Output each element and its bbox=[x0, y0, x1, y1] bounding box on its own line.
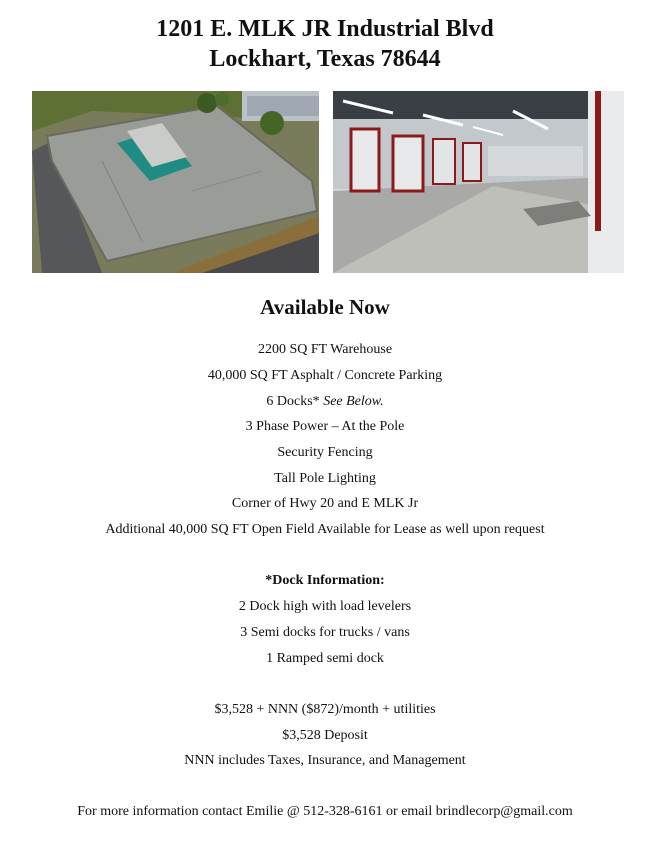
address-line-1: 1201 E. MLK JR Industrial Blvd bbox=[156, 16, 494, 42]
feature-parking: 40,000 SQ FT Asphalt / Concrete Parking bbox=[207, 368, 443, 383]
feature-lighting: Tall Pole Lighting bbox=[274, 471, 376, 486]
feature-open-field: Additional 40,000 SQ FT Open Field Available for Lease as well upon request bbox=[105, 522, 545, 537]
feature-docks bbox=[0, 393, 650, 411]
address-line-2: Lockhart, Texas 78644 bbox=[209, 46, 441, 72]
feature-power: 3 Phase Power – At the Pole bbox=[245, 419, 405, 434]
contact-info: For more information contact Emilie @ 512-328-6161 or email brindlecorp@gmail.com bbox=[77, 804, 573, 819]
dock-item-ramped: 1 Ramped semi dock bbox=[266, 651, 384, 666]
available-now-heading: Available Now bbox=[260, 295, 390, 319]
feature-fencing: Security Fencing bbox=[277, 445, 373, 460]
pricing-deposit: $3,528 Deposit bbox=[282, 728, 368, 743]
warehouse-interior-photo bbox=[333, 91, 624, 273]
dock-item-semi: 3 Semi docks for trucks / vans bbox=[240, 625, 410, 640]
dock-item-levelers: 2 Dock high with load levelers bbox=[238, 599, 412, 614]
feature-location: Corner of Hwy 20 and E MLK Jr bbox=[231, 496, 419, 511]
aerial-lot-photo bbox=[32, 91, 319, 273]
dock-info-heading: *Dock Information: bbox=[265, 573, 385, 588]
feature-warehouse: 2200 SQ FT Warehouse bbox=[257, 342, 393, 357]
docks-note: See Below. bbox=[323, 394, 384, 409]
docks-label: 6 Docks* bbox=[266, 394, 320, 409]
pricing-nnn-note: NNN includes Taxes, Insurance, and Management bbox=[184, 753, 466, 768]
pricing-rent: $3,528 + NNN ($872)/month + utilities bbox=[214, 702, 436, 717]
